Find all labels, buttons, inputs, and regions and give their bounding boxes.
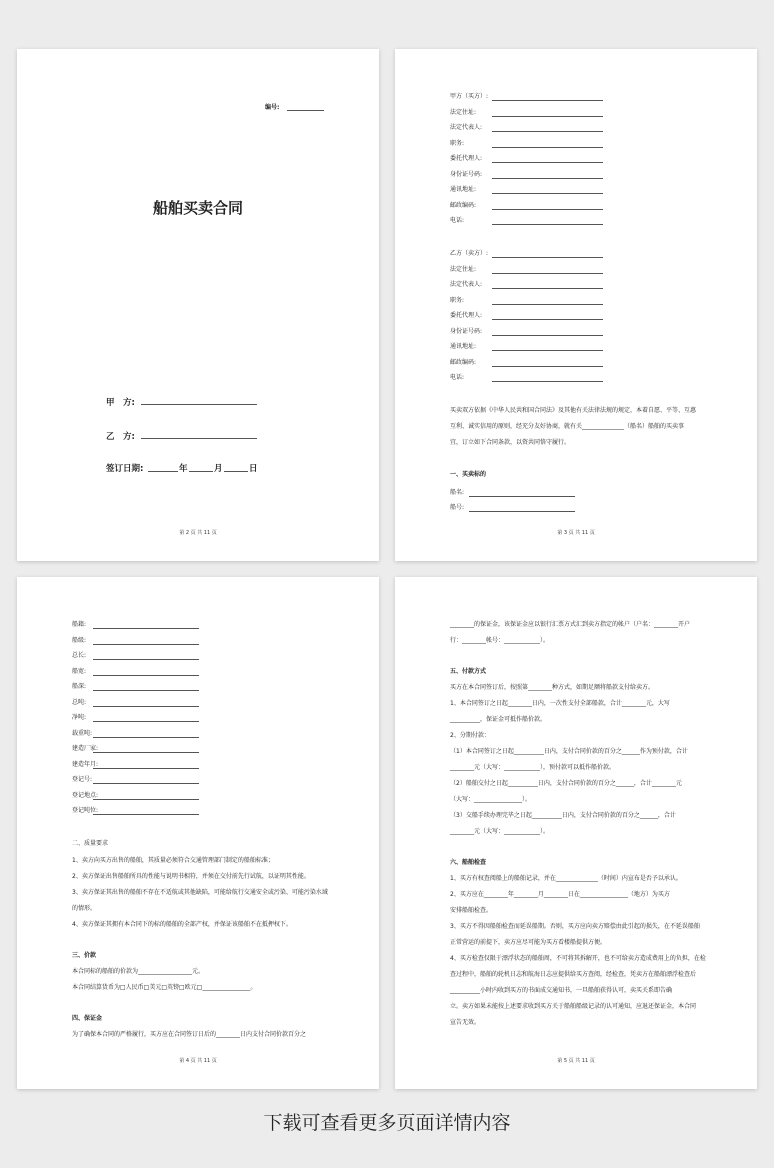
sign-date-label: 签订日期: (106, 464, 144, 474)
download-caption: 下载可查看更多页面详情内容 (263, 1112, 511, 1134)
payment-line-7: （2）船舶交付之日起__________日内，支付合同价款的百分之______，合计________元 (450, 780, 682, 787)
quality-item-4: 4、卖方保证其拥有本合同下的标的船舶的全部产权，并保证该船舶不在抵押权下。 (72, 921, 292, 928)
intro-line-1: 买卖双方依据《中华人民共和国合同法》及其他有关法律法规的规定，本着自愿、平等、互惠 (450, 407, 697, 414)
field-line (492, 350, 603, 351)
field-line (492, 319, 603, 320)
intro-line-3: 宜，订立如下合同条款，以资共同恪守履行。 (450, 439, 571, 446)
field-label: 邮政编码: (450, 358, 477, 366)
section-3-heading: 三、价款 (72, 952, 97, 959)
inspection-line-1: 1、买方有权查阅船上的船舶记录，并在______________（时间）内宣布是否予以承认。 (450, 875, 682, 882)
page-footer: 第 5 页 共 11 页 (557, 1058, 595, 1064)
field-line (492, 147, 603, 148)
contract-page-payment (395, 577, 757, 1089)
field-label: 船籍: (72, 621, 87, 628)
field-label: 法定住址: (450, 108, 477, 116)
party-a-line (141, 404, 257, 405)
inspection-line-8: __________小时内收到买方的书面成交通知书，一旦船舶获得认可，卖买关系即告确 (450, 987, 673, 994)
field-line (93, 690, 199, 691)
contract-number-line (287, 110, 324, 111)
field-line (93, 799, 199, 800)
month-label: 月 (214, 464, 223, 474)
contract-page-parties (395, 49, 757, 561)
deposit-cont-1: ________的保证金，该保证金应以银行汇票方式汇到卖方指定的帐户（户名：________开户 (450, 621, 691, 628)
field-line (492, 381, 603, 382)
field-label: 身份证号码: (450, 170, 483, 178)
inspection-line-5: 正常营运的前提下，卖方应尽可能为买方看楼船提供方便。 (450, 939, 607, 946)
inspection-line-3: 安排船舶检查。 (450, 907, 493, 914)
field-label: 总长: (72, 652, 87, 659)
field-label: 邮政编码: (450, 201, 477, 209)
field-label: 电话: (450, 217, 465, 224)
party-b-label: 乙 方: (106, 432, 135, 442)
field-line (492, 178, 603, 179)
payment-line-10: ________元（大写：____________）。 (450, 828, 550, 835)
field-line (93, 768, 199, 769)
section-2-heading: 二、质量要求 (72, 840, 109, 847)
payment-line-4: 2、分期付款： (450, 732, 490, 739)
field-line (93, 721, 199, 722)
quality-item-3b: 的情形。 (72, 905, 97, 912)
field-line (492, 304, 603, 305)
field-line (93, 783, 199, 784)
field-label: 身份证号码: (450, 327, 483, 335)
price-line-1: 本合同标的船舶的价款为__________________元。 (72, 968, 205, 975)
ship-name-label: 船名: (450, 489, 465, 496)
quality-item-2: 2、卖方保证出售船舶所具的性能与说明书相符，并须在交付前先行试航，以证明其性能。 (72, 873, 310, 880)
field-line (93, 706, 199, 707)
document-title: 船舶买卖合同 (152, 199, 243, 217)
deposit-cont-2: 行：________帐号：____________）。 (450, 637, 550, 644)
field-label: 船级: (72, 636, 87, 644)
field-label: 职务: (450, 296, 465, 304)
field-label: 委托代理人: (450, 312, 483, 319)
inspection-line-7: 查过程中，船舶的轮机日志和航海日志应提供给买方查阅，经检查，凭卖方在船舶漂浮检查后 (450, 971, 697, 978)
field-line (492, 193, 603, 194)
ship-no-label: 船号: (450, 504, 465, 511)
field-label: 电话: (450, 374, 465, 381)
field-label: 船宽: (72, 667, 87, 675)
party-b-line (141, 438, 257, 439)
field-label: 职务: (450, 139, 465, 147)
field-label: 法定代表人: (450, 281, 483, 288)
field-line (492, 116, 603, 117)
field-label: 通讯地址: (450, 186, 477, 193)
field-line (93, 675, 199, 676)
page-footer: 第 3 页 共 11 页 (557, 530, 595, 536)
field-line (492, 335, 603, 336)
year-line (148, 471, 178, 472)
ship-name-line (469, 496, 575, 497)
inspection-line-2: 2、买方应在________年________月________日在________________（地方）为买方 (450, 891, 670, 898)
field-line (93, 659, 199, 660)
field-label: 建造厂家: (72, 745, 99, 752)
field-line (93, 737, 199, 738)
field-label: 登记地点: (72, 791, 99, 799)
payment-line-3: __________，保证金可抵作船价款。 (450, 716, 547, 723)
contract-number-label: 编号: (265, 104, 280, 111)
inspection-line-10: 宣告无效。 (450, 1019, 481, 1026)
field-line (492, 224, 603, 225)
inspection-line-4: 3、买方不得因船舶检查而延误船期。否则，买方应向卖方赔偿由此引起的损失，在不延误船舶 (450, 923, 700, 930)
price-line-2: 本合同结算货币为□人民币□美元□英镑□欧元□________________。 (72, 984, 257, 991)
payment-line-6: ________元（大写：____________），预付款可以抵作船价款。 (450, 764, 616, 771)
page-footer: 第 2 页 共 11 页 (179, 530, 217, 536)
field-label: 总吨: (72, 698, 87, 706)
field-label: 法定住址: (450, 265, 477, 273)
field-label: 通讯地址: (450, 343, 477, 350)
year-label: 年 (179, 464, 188, 474)
field-label: 净吨: (72, 714, 87, 721)
field-line (492, 100, 603, 101)
party-a-label: 甲 方: (106, 398, 135, 408)
month-line (189, 471, 213, 472)
section-4-heading: 四、保证金 (72, 1015, 103, 1022)
inspection-line-9: 立。卖方如果未能按上述要求收到买方关于船舶船级记录的认可通知，应退还保证金，本合同 (450, 1003, 697, 1010)
field-label: 建造年月: (72, 760, 99, 768)
field-label: 法定代表人: (450, 124, 483, 131)
deposit-line: 为了确保本合同的严格履行，买方应在合同签订日后的________日内支付合同价款百分之 (72, 1031, 307, 1038)
field-label: 登记吨位: (72, 807, 99, 814)
field-line (93, 752, 199, 753)
quality-item-1: 1、卖方向买方出售的船舶，其质量必须符合交通管理部门制定的船舶标准； (72, 857, 274, 864)
quality-item-3a: 3、卖方保证其出售的船舶不存在不适航或其他缺陷，可能给航行交通安全或污染、可能污染水域 (72, 889, 328, 896)
field-line (492, 162, 603, 163)
day-line (224, 471, 248, 472)
contract-page-cover (17, 49, 379, 561)
contract-page-ship-details (17, 577, 379, 1089)
ship-no-line (469, 511, 575, 512)
field-line (492, 366, 603, 367)
intro-line-2: 互利、诚实信用的原则，经充分友好协商，就有关______________（船名）船舶的买卖事 (450, 423, 685, 430)
field-label: 登记号: (72, 776, 93, 783)
section-6-heading: 六、船舶检查 (450, 859, 487, 866)
payment-line-1: 买方在本合同签订后，按照第________种方式，如期足额将船款支付给卖方。 (450, 684, 655, 691)
field-line (492, 273, 603, 274)
field-label: 船深: (72, 683, 87, 690)
field-line (492, 288, 603, 289)
field-line (93, 814, 199, 815)
field-line (93, 644, 199, 645)
field-label: 委托代理人: (450, 155, 483, 162)
inspection-line-6: 4、买方检查仅限于漂浮状态的船舶周，不可将其拆解开，也不可给卖方造成费用上的负担，在检 (450, 955, 706, 962)
payment-line-2: 1、本合同签订之日起________日内，一次性支付全部船款，合计________元，大写 (450, 700, 670, 707)
field-line (93, 628, 199, 629)
field-label: 乙方（卖方）: (450, 250, 489, 257)
section-5-heading: 五、付款方式 (450, 668, 487, 675)
field-line (492, 131, 603, 132)
payment-line-9: （3）交船手续办理完毕之日起__________日内，支付合同价款的百分之______，合计 (450, 812, 676, 819)
field-line (492, 257, 603, 258)
day-label: 日 (249, 464, 258, 474)
payment-line-8: （大写：________________）。 (450, 796, 532, 803)
payment-line-5: （1）本合同签订之日起__________日内，支付合同价款的百分之______作为预付款，合计 (450, 748, 688, 755)
field-label: 载重吨: (72, 729, 93, 737)
section-1-heading: 一、买卖标的 (450, 471, 487, 478)
field-label: 甲方（买方）: (450, 93, 489, 100)
field-line (492, 209, 603, 210)
page-footer: 第 4 页 共 11 页 (179, 1058, 217, 1064)
